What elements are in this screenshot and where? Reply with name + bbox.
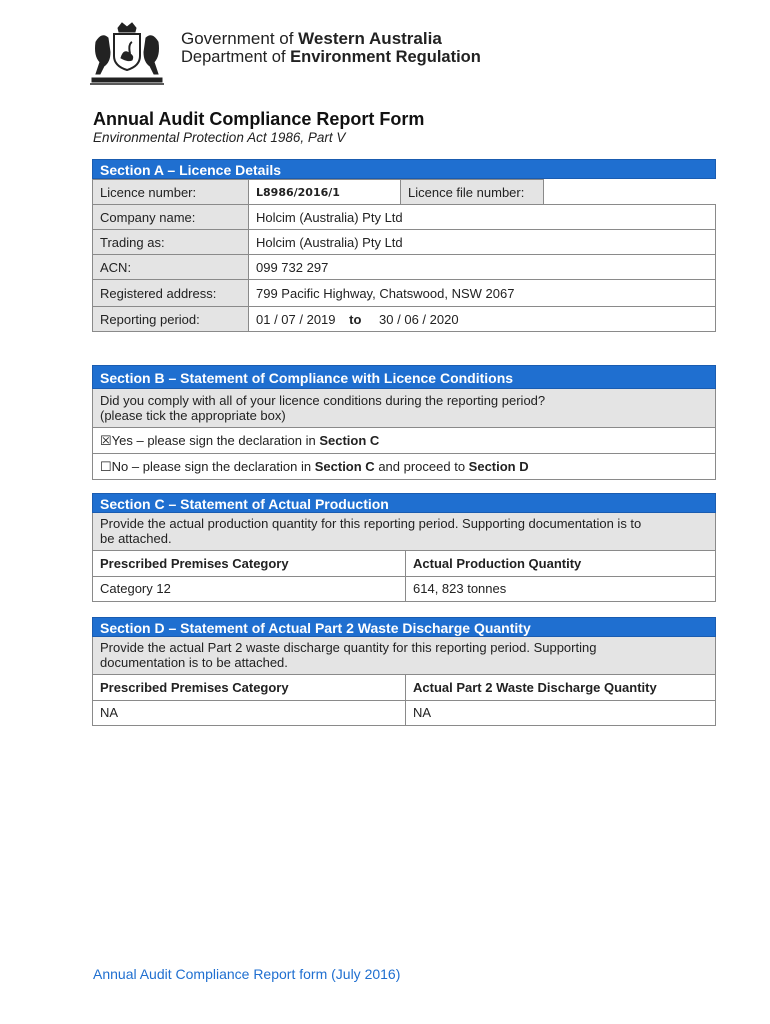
production-table xyxy=(92,551,716,602)
licence-file-number-label: Licence file number: xyxy=(401,180,544,205)
licence-number-label: Licence number: xyxy=(93,180,249,205)
production-note: Provide the actual production quantity for this reporting period. Supporting documentation is to be attached. xyxy=(92,513,716,551)
waste-discharge-note: Provide the actual Part 2 waste discharge quantity for this reporting period. Supporting documentation is to be attached. xyxy=(92,637,716,675)
section-b-compliance xyxy=(92,365,716,480)
form-title: Annual Audit Compliance Report Form xyxy=(93,109,425,129)
premises-category-field[interactable]: Category 12 xyxy=(93,576,406,601)
table-row xyxy=(93,551,716,576)
period-to: to xyxy=(349,311,362,327)
premises-category-header: Prescribed Premises Category xyxy=(93,551,406,576)
section-b-heading: Section B – Statement of Compliance with Licence Conditions xyxy=(92,365,716,389)
table-row xyxy=(93,700,716,725)
waste-quantity-header: Actual Part 2 Waste Discharge Quantity xyxy=(406,675,716,700)
production-quantity-header: Actual Production Quantity xyxy=(406,551,716,576)
page-footer: Annual Audit Compliance Report form (July 2016) xyxy=(93,966,401,982)
table-row xyxy=(93,576,716,601)
section-c-heading: Section C – Statement of Actual Production xyxy=(92,493,716,513)
table-row xyxy=(93,280,716,307)
registered-address-field[interactable]: 799 Pacific Highway, Chatswood, NSW 2067 xyxy=(249,280,716,307)
licence-number-field[interactable]: L8986/2016/1 xyxy=(249,180,401,205)
department-line: Department of Environment Regulation xyxy=(181,48,481,66)
reporting-period-label: Reporting period: xyxy=(93,307,249,332)
section-a-licence-details xyxy=(92,159,716,332)
section-a-heading: Section A – Licence Details xyxy=(92,159,716,179)
section-d-heading: Section D – Statement of Actual Part 2 Waste Discharge Quantity xyxy=(92,617,716,637)
waste-discharge-table xyxy=(92,675,716,726)
compliance-question: Did you comply with all of your licence conditions during the reporting period? (please tick the appropriate box) xyxy=(92,389,716,428)
production-quantity-field[interactable]: 614, 823 tonnes xyxy=(406,576,716,601)
section-c-production xyxy=(92,493,716,602)
company-name-field[interactable]: Holcim (Australia) Pty Ltd xyxy=(249,205,716,230)
table-row xyxy=(93,255,716,280)
form-subtitle: Environmental Protection Act 1986, Part V xyxy=(93,130,346,145)
compliance-no-option[interactable]: ☐No – please sign the declaration in Section C and proceed to Section D xyxy=(92,454,716,480)
compliance-yes-option[interactable]: ☒Yes – please sign the declaration in Section C xyxy=(92,428,716,454)
government-line: Government of Western Australia xyxy=(181,29,442,48)
reporting-period-field[interactable] xyxy=(249,307,716,332)
trading-as-field[interactable]: Holcim (Australia) Pty Ltd xyxy=(249,230,716,255)
yes-checkbox[interactable]: ☒ xyxy=(100,433,112,448)
acn-field[interactable]: 099 732 297 xyxy=(249,255,716,280)
licence-details-table xyxy=(92,179,716,332)
trading-as-label: Trading as: xyxy=(93,230,249,255)
table-row xyxy=(93,180,716,205)
no-checkbox[interactable]: ☐ xyxy=(100,459,112,474)
table-row xyxy=(93,675,716,700)
period-end: 30 / 06 / 2020 xyxy=(379,311,459,327)
table-row xyxy=(93,205,716,230)
company-name-label: Company name: xyxy=(93,205,249,230)
acn-label: ACN: xyxy=(93,255,249,280)
table-row xyxy=(93,307,716,332)
period-start: 01 / 07 / 2019 xyxy=(256,311,336,327)
department-header xyxy=(181,30,481,66)
premises-category-field[interactable]: NA xyxy=(93,700,406,725)
licence-file-number-field[interactable] xyxy=(544,180,716,205)
table-row xyxy=(93,230,716,255)
wa-coat-of-arms-logo xyxy=(88,22,166,86)
premises-category-header: Prescribed Premises Category xyxy=(93,675,406,700)
waste-quantity-field[interactable]: NA xyxy=(406,700,716,725)
registered-address-label: Registered address: xyxy=(93,280,249,307)
section-d-waste-discharge xyxy=(92,617,716,726)
